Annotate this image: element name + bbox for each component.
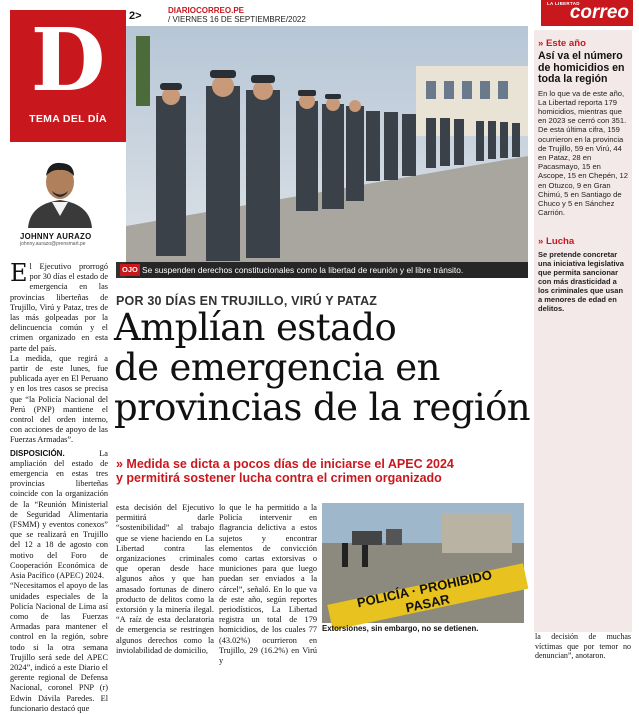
caption-text: Se suspenden derechos constitucionales como la libertad de reunión y el libre tránsito.	[142, 265, 464, 275]
article-column-4: la decisión de muchas víctimas que por temor no denuncian”, anotaron.	[535, 328, 631, 661]
sidebar-box-homicidios	[538, 38, 628, 217]
article-column-1	[10, 259, 108, 714]
paragraph-3: DISPOSICIÓN. La ampliación del estado de emergencia en estas tres provincias liberteñas coincide con la organización de la “Reunión Ministerial de Seguridad Alimentaria (FSMM) y eventos conexos” que se realizará en Trujillo del 12 a 18 de agosto con motivo del Foro de Cooperación Económica de Asia Pacífico (APEC) 2024.	[10, 448, 108, 581]
section-brand-block	[10, 10, 126, 142]
article-kicker: POR 30 DÍAS EN TRUJILLO, VIRÚ Y PATAZ	[116, 294, 378, 308]
sidebar	[534, 30, 632, 632]
disposicion-label: DISPOSICIÓN.	[10, 448, 65, 458]
article-column-2: esta decisión del Ejecutivo permitirá darle “sostenibilidad” al trabajo que se viene haciendo en La Libertad contra las organizaciones criminales que operan desde hace algunos años y que han amasado fortunas de dinero producto de delitos como la extorsión y la minería ilegal. “A raíz de esta declaratoria de emergencia se restringen algunos derechos como la inviolabilidad de domicilio,	[116, 503, 214, 655]
author-avatar	[22, 152, 98, 228]
section-title: TEMA DEL DÍA	[29, 113, 107, 125]
site-url: DIARIOCORREO.PE	[168, 6, 245, 15]
paragraph-2: La medida, que regirá a partir de este lunes, fue publicada ayer en El Peruano y en los tres casos se precisa que “la Policía Nacional del Perú (PNP) mantiene el control del orden interno, con acciones de apoyo de las Fuerzas Armadas”.	[10, 353, 108, 445]
police-formation-illustration	[126, 26, 528, 278]
tape-text: POLICÍA · PROHIBIDO PASAR	[355, 567, 494, 616]
article-column-3: lo que le ha permitido a la Policía intervenir en flagrancia delictiva a estos sujetos y encontrar elementos de convicción como cartas extorsivas o municiones para que luego puedan ser enviados a la cárcel”, señaló. En lo que va de este año, según reportes periodísticos, La Libertad registra un total de 179 homicidios, de los cuales 77 (43.02%) ocurrieron en Trujillo, 29 (16.2%) en Virú y	[219, 503, 317, 666]
lead-paragraph: El Ejecutivo prorrogó por 30 días el estado de emergencia en las provincias liberteñas de Trujillo, Virú y Pataz, tres de las más golpeadas por la delincuencia común y el crimen organizado en esta parte del país.	[10, 259, 108, 353]
photo2-caption: Extorsiones, sin embargo, no se detienen.	[322, 624, 479, 633]
correo-logo	[541, 0, 633, 26]
edition-date: / VIERNES 16 DE SEPTIEMBRE/2022	[168, 15, 306, 24]
page-number: 2>	[129, 10, 142, 22]
headline-line-2: de emergencia en	[114, 346, 440, 389]
main-photo	[126, 26, 528, 278]
article-subhead: » Medida se dicta a pocos días de iniciarse el APEC 2024 y permitirá sostener lucha contra el crimen organizado	[116, 457, 454, 485]
logo-name: correo	[569, 2, 629, 23]
caption-tag: OJO	[122, 265, 138, 274]
photo-caption	[116, 262, 528, 278]
box2-body: Se pretende concretar una iniciativa legislativa que permita sancionar con más drasticidad a los criminales que usan a menores de edad en delitos.	[538, 250, 624, 313]
box1-kicker: » Este año	[538, 38, 586, 49]
box1-headline: Así va el número de homicidios en toda la región	[538, 50, 625, 85]
author-email[interactable]: johnny.aurazo@prensmart.pe	[20, 241, 86, 247]
author-name: JOHNNY AURAZO	[20, 232, 92, 241]
section-letter: D	[30, 10, 106, 111]
logo-tagline: LA LIBERTAD	[547, 1, 580, 6]
sidebar-box-lucha	[538, 236, 628, 313]
box2-kicker: » Lucha	[538, 236, 575, 247]
article-headline	[114, 308, 534, 428]
paragraph-4: “Necesitamos el apoyo de las unidades especiales de la Policía Nacional de Lima así como de las Fuerzas Armadas para mantener el control en la región, sobre todo si la otra semana Trujillo será sede del APEC 2024”, indicó a este Diario el gerente regional de Defensa Nacional, coronel PNP (r) Edwin Dávila Paredes. El funcionario destacó que	[10, 581, 108, 713]
box1-body: En lo que va de este año, La Libertad reporta 179 homicidios, mientras que en 2023 se cerró con 351. De esta última cifra, 159 ocurrieron en la provincia de Trujillo, 59 en Virú, 44 en Pataz, 28 en Pacasmayo, 15 en Ascope, 15 en Chepén, 12 en Otuzco, 9 en Gran Chimú, 5 en Santiago de Chuco y 5 en Sánchez Carrión.	[538, 88, 628, 218]
dropcap: E	[10, 259, 28, 287]
headline-line-3: provincias de la región	[114, 386, 530, 429]
crime-scene-photo	[322, 503, 524, 623]
headline-line-1: Amplían estado	[114, 306, 397, 349]
